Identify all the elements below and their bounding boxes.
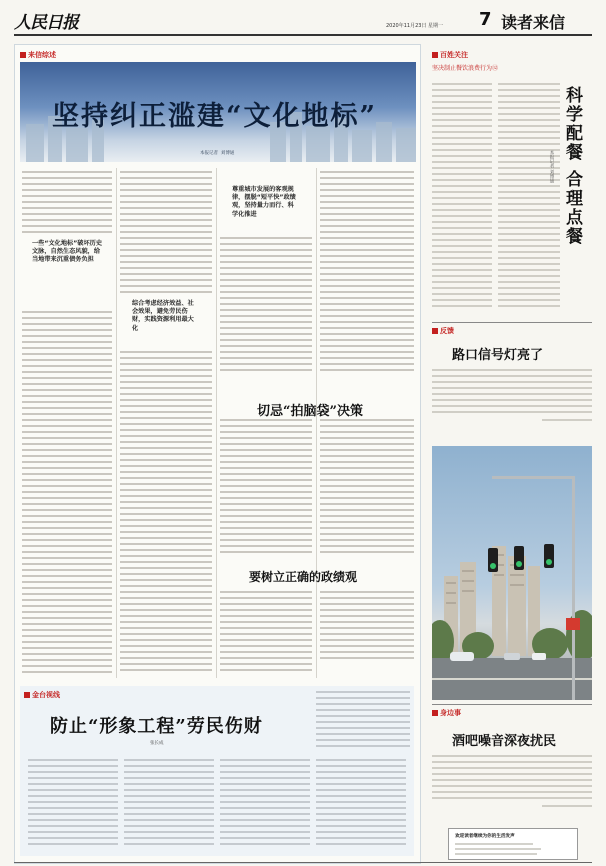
side-headline: 酒吧噪音深夜扰民	[452, 734, 557, 749]
forum-text-lines	[26, 756, 410, 852]
section-tag-label: 身边事	[440, 709, 461, 717]
section-tag-marker	[24, 692, 30, 698]
section-tag-label: 金台视线	[32, 691, 60, 699]
pull-quote: 一些“文化地标”破坏历史文脉，自然生态风貌，给当地带来沉重债务负担	[32, 240, 103, 264]
side-text-lines	[432, 752, 592, 816]
photo-scene	[432, 446, 592, 700]
section-rule	[432, 704, 592, 705]
contact-box-title: 欢迎读者继续为你的生活发声	[455, 834, 515, 839]
main-headline: 坚持纠正滥建“文化地标”	[52, 101, 378, 132]
column-divider	[316, 168, 317, 678]
newspaper-logo: 人民日报	[14, 13, 78, 33]
main-byline: 本报记者 刘博通	[200, 151, 235, 156]
feedback-body	[432, 366, 592, 426]
issue-date: 2020年11月23日 星期一	[386, 23, 444, 29]
forum-extra-lines	[316, 688, 410, 750]
page-number: 7	[479, 9, 492, 30]
section-tag-label: 百姓关注	[440, 51, 468, 59]
contact-lines	[449, 829, 577, 859]
forum-byline: 张长成	[150, 741, 164, 746]
forum-extra-text	[316, 688, 410, 750]
feedback-headline: 路口信号灯亮了	[452, 348, 544, 363]
pull-quote: 综合考虑经济效益、社会效果，避免劳民伤财，实践资源利用最大化	[132, 300, 194, 332]
section-rule	[432, 322, 592, 323]
footer-rule	[14, 862, 592, 863]
pull-quote: 尊重城市发展的客观规律，摆脱“短平快”政绩观，坚持量力而行、科学化推进	[232, 186, 296, 218]
section-tag-forum	[24, 690, 60, 700]
column-divider	[116, 168, 117, 678]
sub-headline: 要树立正确的政绩观	[249, 570, 358, 584]
feedback-text-lines	[432, 366, 592, 426]
sub-headline: 切忌“拍脑袋”决策	[257, 404, 363, 419]
section-tag-public-concern	[432, 50, 468, 60]
section-tag-feedback	[432, 326, 454, 336]
contact-box	[448, 828, 578, 860]
section-tag-marker	[432, 328, 438, 334]
street-photo	[432, 446, 592, 700]
section-tag-marker	[432, 52, 438, 58]
section-tag-label: 反馈	[440, 327, 454, 335]
section-tag-local	[432, 708, 461, 718]
section-tag-marker	[20, 52, 26, 58]
section-tag-letters-summary	[20, 50, 56, 60]
masthead	[14, 6, 592, 34]
feature-text-lines	[432, 80, 560, 320]
feature-byline: 本报记者 刘博通	[549, 150, 554, 183]
feature-title: 科学配餐 合理点餐	[562, 86, 582, 246]
column-divider	[216, 168, 217, 678]
forum-body	[26, 756, 410, 852]
section-tag-label: 来信综述	[28, 51, 56, 59]
headline-banner	[20, 62, 416, 162]
section-tag-marker	[432, 710, 438, 716]
side-body	[432, 752, 592, 816]
page-title: 读者来信	[501, 13, 566, 32]
sub-tag: 坚决制止餐饮浪费行为⑫	[432, 65, 499, 72]
feature-text	[432, 80, 560, 320]
masthead-rule	[14, 34, 592, 36]
forum-headline: 防止“形象工程”劳民伤财	[50, 716, 263, 737]
